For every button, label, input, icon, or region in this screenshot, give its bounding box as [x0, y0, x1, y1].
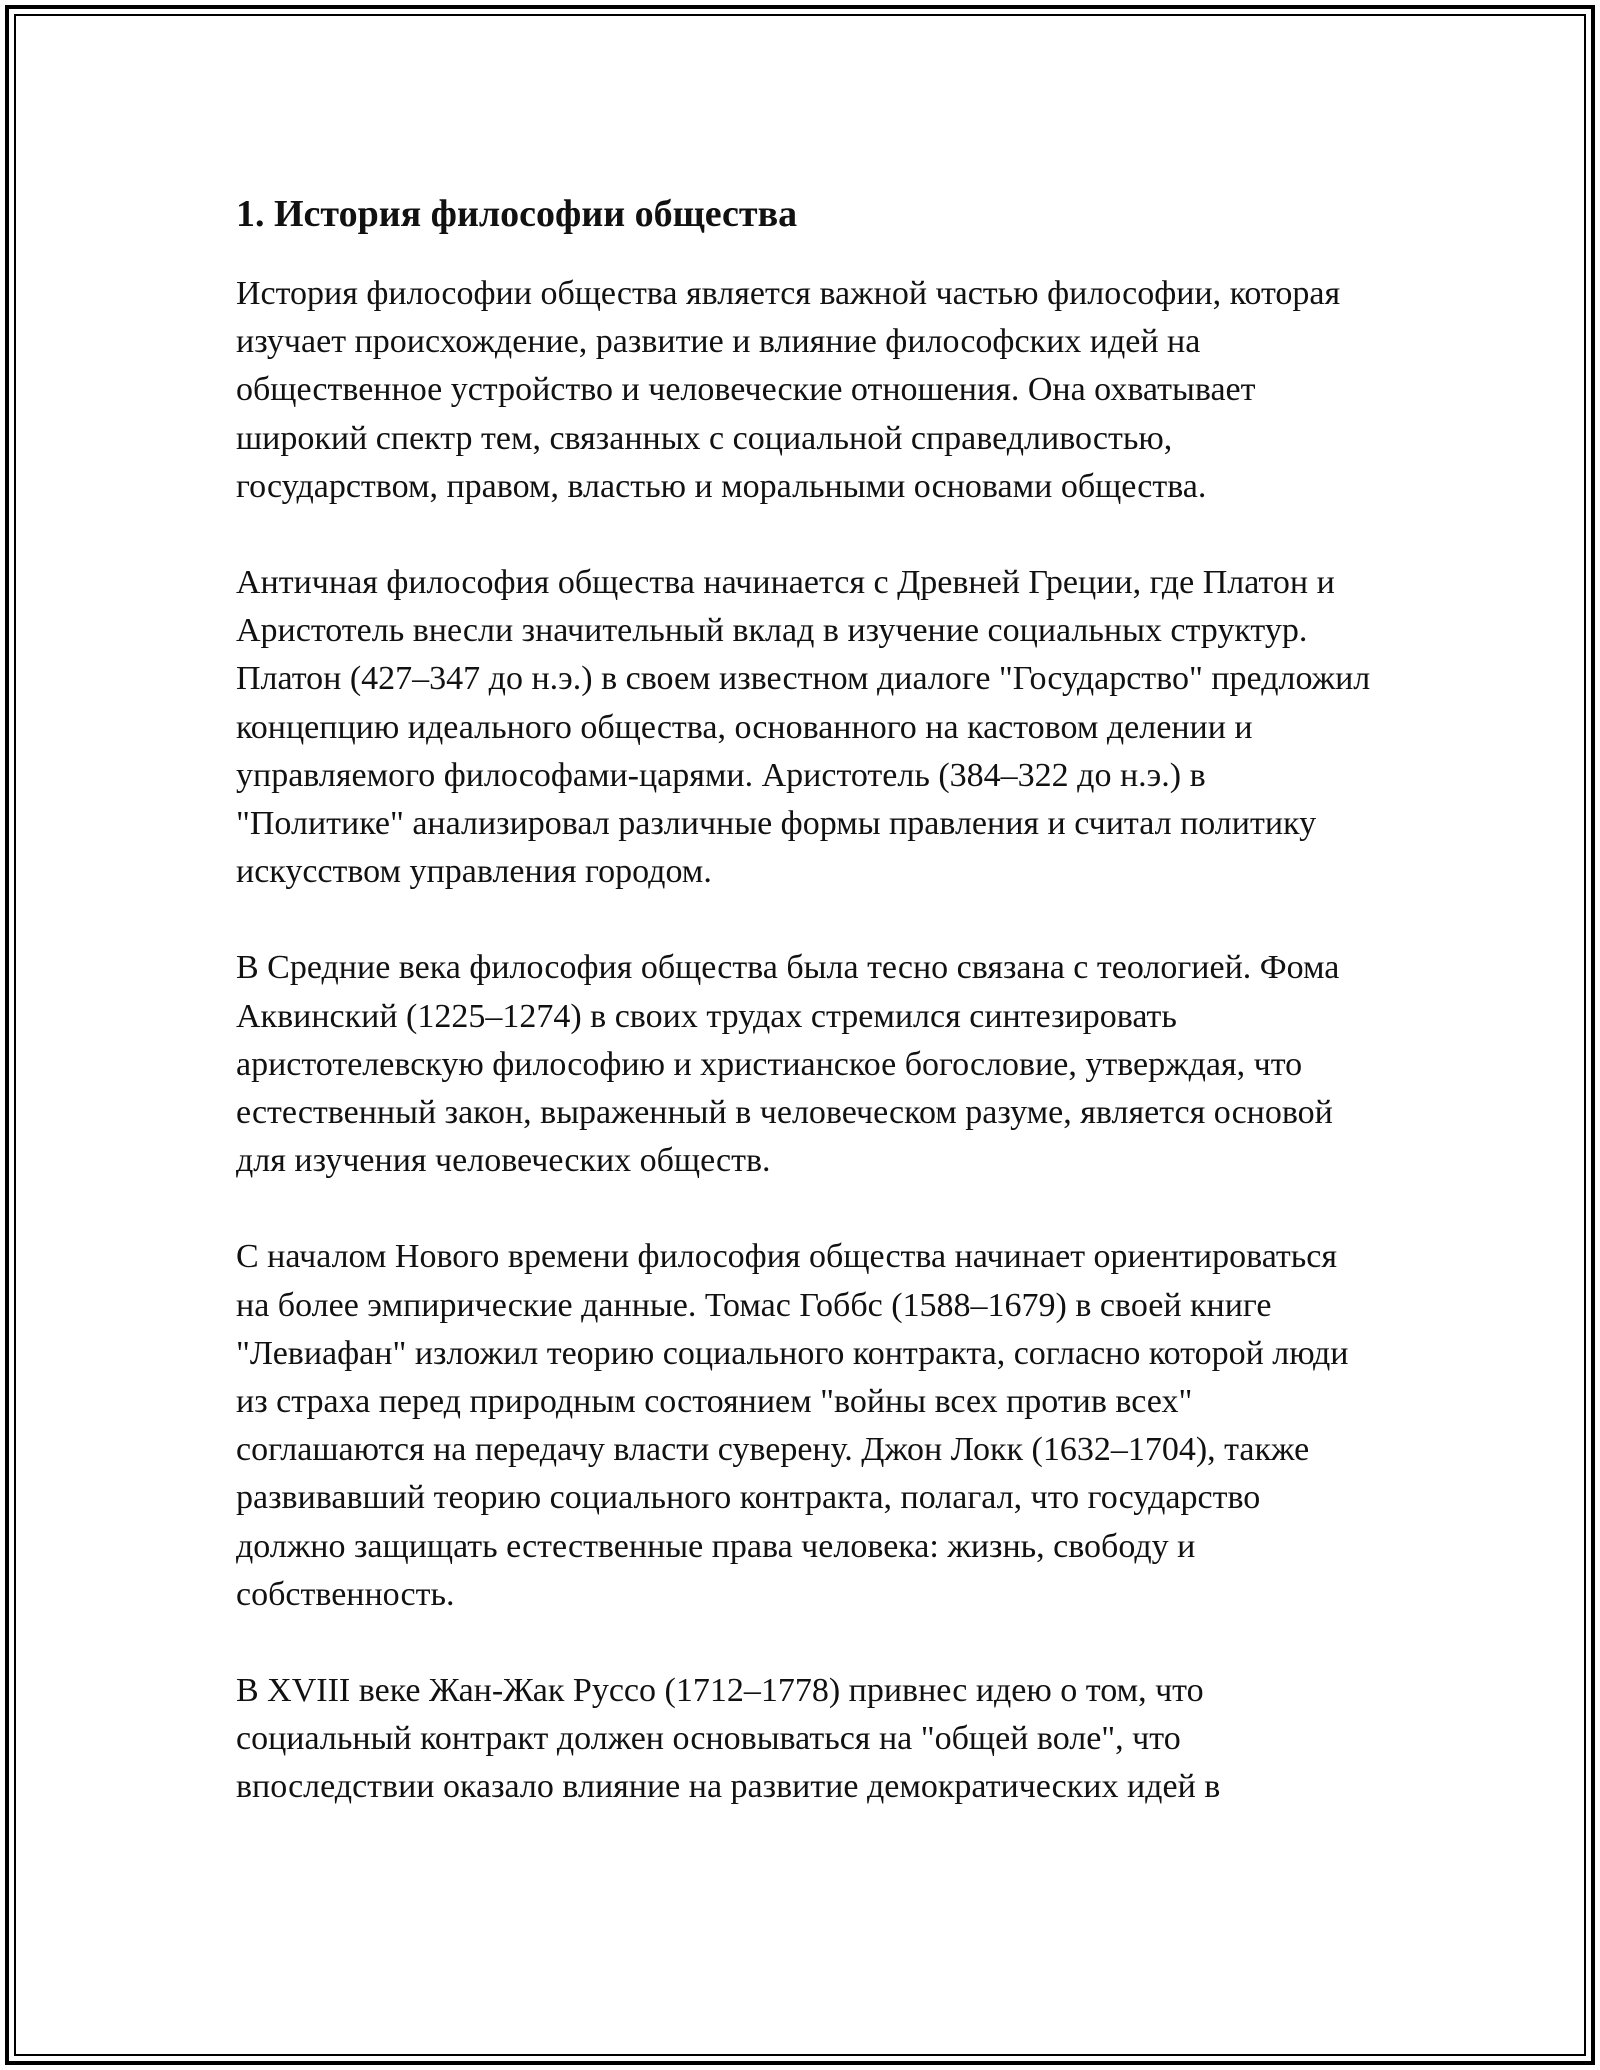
paragraph-eighteenth-century: В XVIII веке Жан-Жак Руссо (1712–1778) привнес идею о том, что социальный контракт должен основываться на "общей воле", что впоследствии оказало влияние на развитие демократических идей в — [236, 1672, 1221, 1806]
paragraph-antiquity: Античная философия общества начинается с Древней Греции, где Платон и Аристотель внесли значительный вклад в изучение социальных структур. Платон (427–347 до н.э.) в своем известном диалоге "Государство" предложил концепцию идеального общества, основанного на кастовом делении и управляемого философами-царями. Аристотель (384–322 до н.э.) в "Политике" анализировал различные формы правления и считал политику искусством управления городом. — [236, 564, 1371, 891]
section-heading: 1. История философии общества — [236, 193, 798, 235]
paragraph-modern-era: С началом Нового времени философия общества начинает ориентироваться на более эмпирические данные. Томас Гоббс (1588–1679) в своей книге "Левиафан" изложил теорию социального контракта, согласно которой люди из страха перед природным состоянием "войны всех против всех" соглашаются на передачу власти суверену. Джон Локк (1632–1704), также развивавший теорию социального контракта, полагал, что государство должно защищать естественные права человека: жизнь, свободу и собственность. — [236, 1238, 1349, 1613]
document-body — [236, 186, 1376, 1860]
paragraph-middle-ages: В Средние века философия общества была тесно связана с теологией. Фома Аквинский (1225–1274) в своих трудах стремился синтезировать аристотелевскую философию и христианское богословие, утверждая, что естественный закон, выраженный в человеческом разуме, является основой для изучения человеческих обществ. — [236, 949, 1340, 1180]
paragraph-intro: История философии общества является важной частью философии, которая изучает происхождение, развитие и влияние философских идей на общественное устройство и человеческие отношения. Она охватывает широкий спектр тем, связанных с социальной справедливостью, государством, правом, властью и моральными основами общества. — [236, 275, 1341, 505]
